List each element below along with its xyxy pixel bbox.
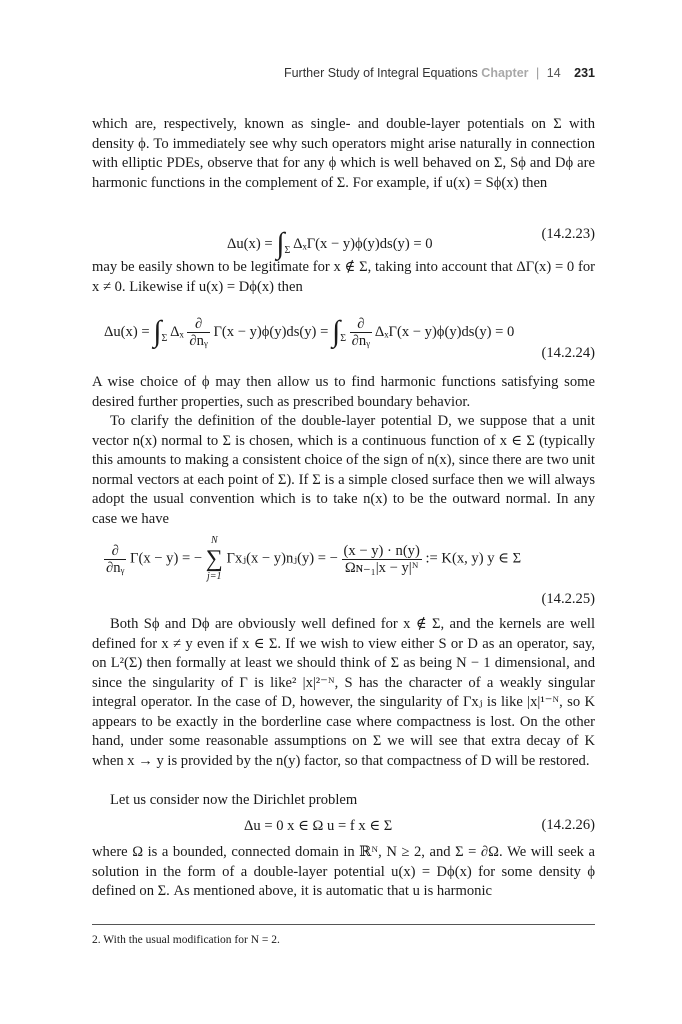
integral-sign: ∫	[276, 227, 285, 260]
paragraph-3: A wise choice of ϕ may then allow us to find harmonic functions satisfying some desired further properties, such as prescribed boundary behavior.	[92, 374, 595, 410]
equation-14-2-24: $\Delta u(x) = \int_\Sigma$ Δₓ $\frac{\partial}{\text{∂nᵧ}}$ $\Gamma(x - y)\phi(y)ds(y) = \int_\Sigma$ $\frac{\partial}{\text{∂nᵧ}}$ ΔₓΓ(x − y)ϕ(y)ds(y) = 0	[104, 315, 515, 350]
running-header	[284, 66, 595, 80]
chapter-label: Chapter	[481, 66, 529, 80]
equation-14-2-26: Δu = 0 x ∈ Ω u = f x ∈ Σ	[244, 818, 393, 834]
partial-fraction: $\frac{\partial}{\text{∂nᵧ}}$	[189, 316, 208, 350]
equation-14-2-25: $\frac{\partial}{\text{∂nᵧ}}$ Γ(x − y) = − N ∑ j=1 Γxⱼ(x − y)nⱼ(y) = − $\frac{(x - y) \cdot n(y)}{\text{Ωɴ₋₁|x − y|ᴺ}}$ := K(x, y) y ∈ Σ	[106, 535, 522, 582]
footnote: 2. With the usual modification for N = 2.	[92, 934, 280, 946]
paragraph-4: To clarify the definition of the double-layer potential D, we suppose that a unit vector n(x) normal to Σ is chosen, which is a continuous function of x ∈ Σ (typically this amounts to making a consistent choice of the sign of n(x), since there are two unit normal vectors at each point of Σ). If Σ is a simple closed surface then we will always adopt the usual convention which is to take n(x) to be the outward normal. In any case we have	[92, 413, 595, 527]
paragraph-2: may be easily shown to be legitimate for x ∉ Σ, taking into account that ΔΓ(x) = 0 for x ≠ 0. Likewise if u(x) = Dϕ(x) then	[92, 259, 595, 295]
kernel-fraction: $\frac{(x - y) \cdot n(y)}{\text{Ωɴ₋₁|x − y|ᴺ}}$	[343, 542, 420, 576]
page-number: 231	[574, 66, 595, 80]
book-title: Further Study of Integral Equations	[283, 66, 478, 80]
equation-14-2-23: $\Delta u(x) = \int_\Sigma$ ΔₓΓ(x − y)ϕ(y)ds(y) = 0	[227, 227, 433, 260]
equation-number-14-2-26: (14.2.26)	[541, 817, 595, 833]
paragraph-6: Let us consider now the Dirichlet problem	[110, 792, 358, 808]
footnote-rule	[92, 924, 595, 925]
paragraph-5: Both Sϕ and Dϕ are obviously well defined for x ∉ Σ, and the kernels are well defined for x ≠ y even if x ∈ Σ. If we wish to view either S or D as an operator, say, on L²(Σ) then formally at least we should think of Σ as being N − 1 dimensional, and since the singularity of Γ is like² |x|²⁻ᴺ, S has the character of a weakly singular integral operator. In the case of D, however, the singularity of Γxⱼ is like |x|¹⁻ᴺ, so K appears to be exactly in the borderline case where compactness is lost. On the other hand, under some reasonable assumptions on Σ we will see that extra decay of K when x → y is provided by the n(y) factor, so that compactness of D will be restored.	[92, 616, 595, 769]
equation-number-14-2-23: (14.2.23)	[541, 226, 595, 242]
summation-sign: N ∑ j=1	[205, 535, 223, 582]
equation-number-14-2-24: (14.2.24)	[541, 345, 595, 361]
chapter-number: 14	[546, 66, 561, 80]
header-separator: |	[536, 66, 540, 80]
paragraph-7: where Ω is a bounded, connected domain in ℝᴺ, N ≥ 2, and Σ = ∂Ω. We will seek a solution in the form of a double-layer potential u(x) = Dϕ(x) for some density ϕ defined on Σ. As mentioned above, it is automatic that u is harmonic	[92, 844, 595, 899]
equation-number-14-2-25: (14.2.25)	[541, 591, 595, 607]
paragraph-1: which are, respectively, known as single- and double-layer potentials on Σ with density ϕ. To immediately see why such operators might arise naturally in connection with elliptic PDEs, observe that for any ϕ which is well behaved on Σ, Sϕ and Dϕ are harmonic functions in the complement of Σ. For example, if u(x) = Sϕ(x) then	[92, 116, 595, 191]
